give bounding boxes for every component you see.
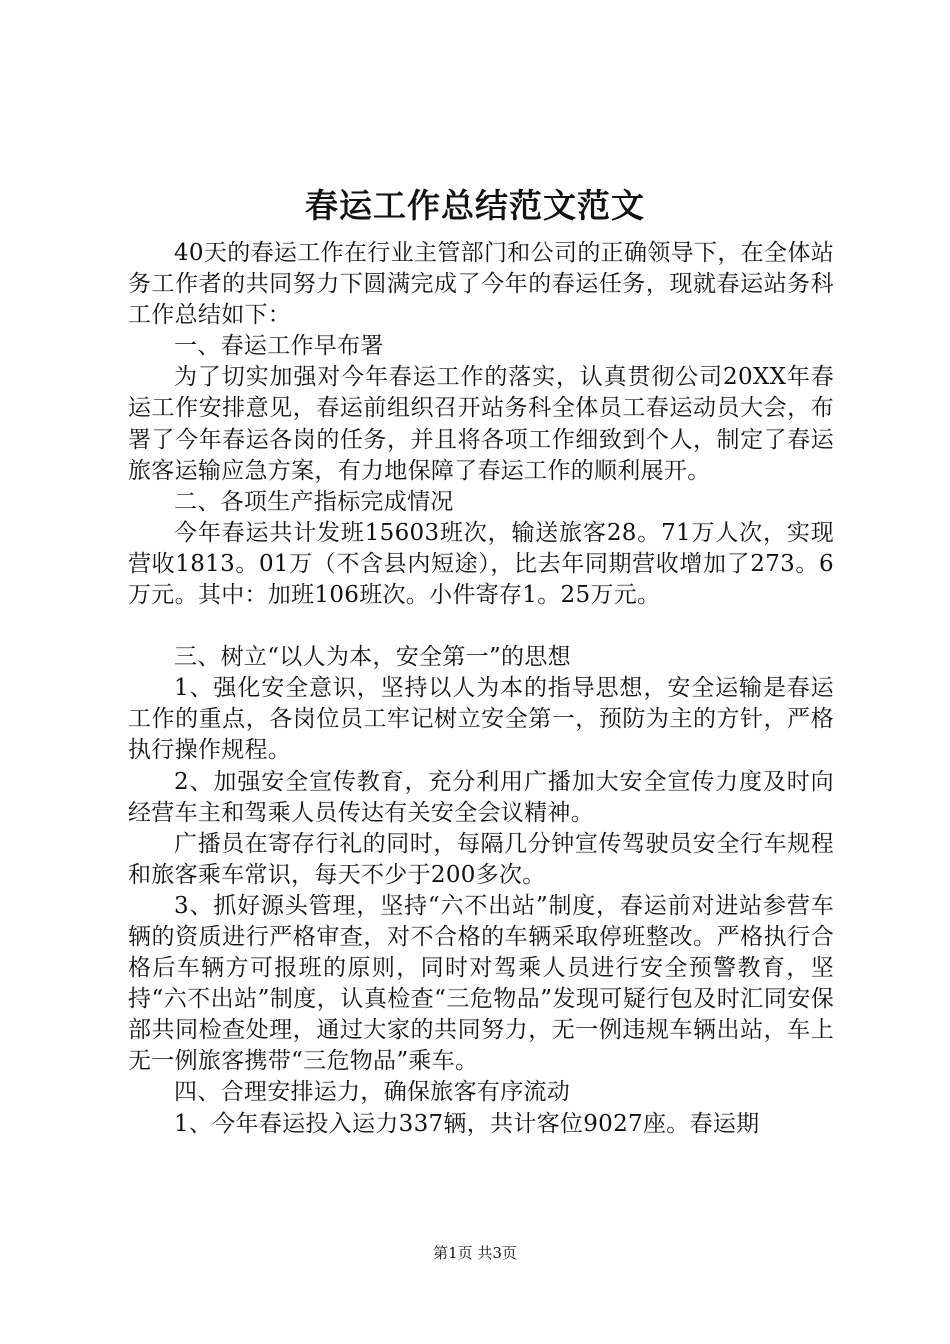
paragraph-intro: 40天的春运工作在行业主管部门和公司的正确领导下，在全体站务工作者的共同努力下圆满完成了今年的春运任务，现就春运站务科工作总结如下： <box>128 240 834 329</box>
paragraph-safety-publicity: 2、加强安全宣传教育，充分利用广播加大安全宣传力度及时向经营车主和驾乘人员传达有关安全会议精神。 <box>128 768 834 826</box>
paragraph-capacity: 1、今年春运投入运力337辆，共计客位9027座。春运期 <box>174 1110 760 1137</box>
paragraph-production-stats: 今年春运共计发班15603班次，输送旅客28。71万人次，实现营收1813。01万（不含县内短途），比去年同期营收增加了273。6万元。其中：加班106班次。小件寄存1。25万元。 <box>128 519 834 609</box>
paragraph-source-management: 3、抓好源头管理，坚持“六不出站”制度，春运前对进站参营车辆的资质进行严格审查，对不合格的车辆采取停班整改。严格执行合格后车辆方可报班的原则，同时对驾乘人员进行安全预警教育，坚持“六不出站”制度，认真检查“三危物品”发现可疑行包及时汇同安保部共同检查处理，通过大家的共同努力，无一例违规车辆出站，车上无一例旅客携带“三危物品”乘车。 <box>128 892 834 1075</box>
section-heading-3: 三、树立“以人为本，安全第一”的思想 <box>174 644 571 671</box>
section-heading-4: 四、合理安排运力，确保旅客有序流动 <box>174 1079 571 1106</box>
paragraph-safety-awareness: 1、强化安全意识，坚持以人为本的指导思想，安全运输是春运工作的重点，各岗位员工牢记树立安全第一，预防为主的方针，严格执行操作规程。 <box>128 675 834 764</box>
blank-line <box>128 611 834 642</box>
paragraph-arrangement: 为了切实加强对今年春运工作的落实，认真贯彻公司20XX年春运工作安排意见，春运前组织召开站务科全体员工春运动员大会，布署了今年春运各岗的任务，并且将各项工作细致到个人，制定了春运旅客运输应急方案，有力地保障了春运工作的顺利展开。 <box>128 364 834 484</box>
section-heading-2: 二、各项生产指标完成情况 <box>174 488 454 515</box>
section-heading-1: 一、春运工作早布署 <box>174 333 384 360</box>
document-body <box>128 238 834 1140</box>
page-number-footer: 第1页 共3页 <box>433 1244 517 1262</box>
document-title: 春运工作总结范文范文 <box>305 186 645 225</box>
paragraph-broadcast: 广播员在寄存行礼的同时，每隔几分钟宣传驾驶员安全行车规程和旅客乘车常识，每天不少于200多次。 <box>128 830 834 888</box>
